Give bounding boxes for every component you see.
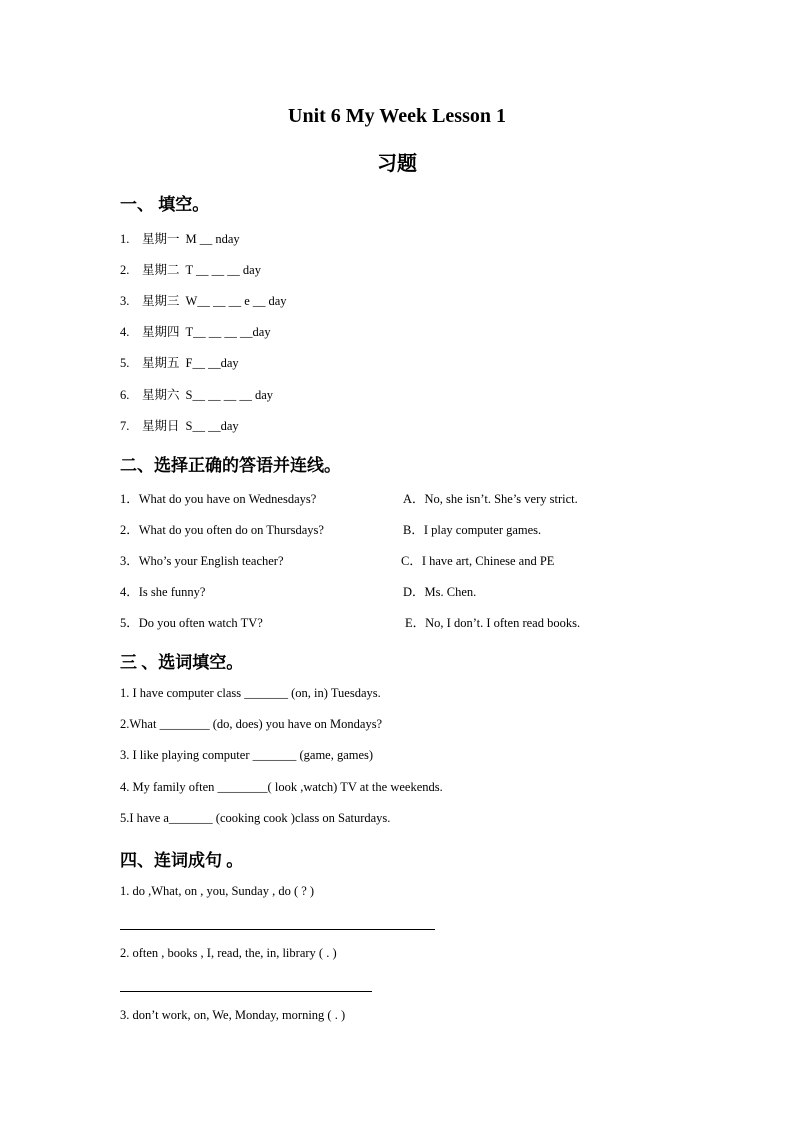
sentence-item: 1. do ,What, on , you, Sunday , do ( ? ): [120, 884, 315, 898]
question-item: 5．Do you often watch TV?: [120, 616, 263, 630]
answer-item: B．I play computer games.: [403, 523, 542, 537]
item-number: 6.: [120, 388, 130, 402]
item-number: 4.: [120, 325, 130, 339]
item-english: S__ __day: [185, 419, 239, 433]
page-title: Unit 6 My Week Lesson 1: [288, 105, 506, 127]
item-chinese: 星期四: [142, 325, 180, 339]
fill-item: [120, 260, 261, 278]
item-number: 2.: [120, 263, 130, 277]
section1-heading: 一、 填空。: [120, 195, 210, 214]
question-item: 1．What do you have on Wednesdays?: [120, 492, 317, 506]
sentence-item: 2. often , books , I, read, the, in, library ( . ): [120, 946, 337, 960]
choice-item: 1. I have computer class _______ (on, in) Tuesdays.: [120, 686, 381, 700]
item-chinese: 星期一: [142, 232, 180, 246]
answer-item: A．No, she isn’t. She’s very strict.: [403, 492, 578, 506]
item-english: T __ __ __ day: [185, 263, 261, 277]
fill-item: [120, 322, 271, 340]
choice-item: 5.I have a_______ (cooking cook )class on Saturdays.: [120, 811, 391, 825]
page-subtitle: 习题: [377, 153, 417, 175]
item-english: M __ nday: [185, 232, 240, 246]
question-item: 3．Who’s your English teacher?: [120, 554, 284, 568]
section3-heading: 三 、选词填空。: [120, 653, 244, 672]
item-number: 5.: [120, 356, 130, 370]
fill-item: [120, 229, 240, 247]
item-number: 1.: [120, 232, 130, 246]
section2-heading: 二、选择正确的答语并连线。: [120, 456, 341, 475]
fill-item: [120, 291, 287, 309]
item-english: S__ __ __ __ day: [185, 388, 274, 402]
section4-heading: 四、连词成句 。: [120, 851, 244, 870]
item-english: T__ __ __ __day: [185, 325, 271, 339]
item-chinese: 星期日: [142, 419, 180, 433]
answer-item: C．I have art, Chinese and PE: [401, 554, 555, 568]
answer-item: E．No, I don’t. I often read books.: [405, 616, 581, 630]
item-english: W__ __ __ e __ day: [185, 294, 287, 308]
fill-item: [120, 416, 239, 434]
question-item: 2．What do you often do on Thursdays?: [120, 523, 324, 537]
fill-item: [120, 353, 239, 371]
choice-item: 4. My family often ________( look ,watch) TV at the weekends.: [120, 780, 443, 794]
answer-item: D．Ms. Chen.: [403, 585, 477, 599]
item-chinese: 星期三: [142, 294, 180, 308]
item-chinese: 星期六: [142, 388, 180, 402]
answer-line: [120, 929, 435, 930]
choice-item: 2.What ________ (do, does) you have on Mondays?: [120, 717, 383, 731]
item-chinese: 星期二: [142, 263, 180, 277]
fill-item: [120, 385, 273, 403]
sentence-item: 3. don’t work, on, We, Monday, morning ( . ): [120, 1008, 346, 1022]
item-number: 7.: [120, 419, 130, 433]
choice-item: 3. I like playing computer _______ (game, games): [120, 748, 374, 762]
item-number: 3.: [120, 294, 130, 308]
question-item: 4．Is she funny?: [120, 585, 206, 599]
item-chinese: 星期五: [142, 356, 180, 370]
item-english: F__ __day: [185, 356, 239, 370]
answer-line: [120, 991, 372, 992]
